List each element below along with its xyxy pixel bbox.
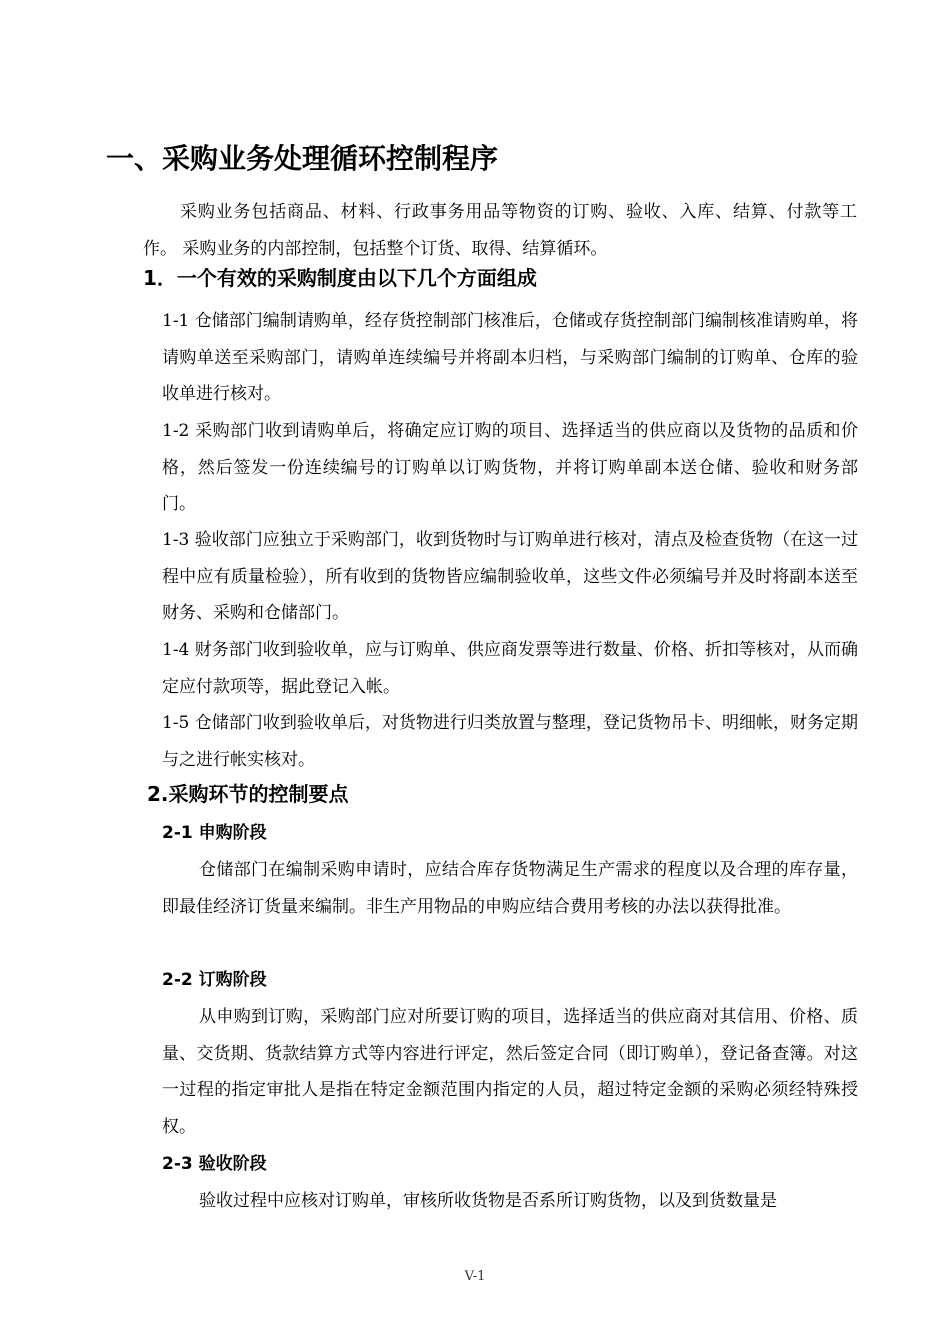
subsection-2-1-heading: 2-1 申购阶段 <box>162 823 267 843</box>
section-2-heading: 2.采购环节的控制要点 <box>147 782 349 806</box>
subsection-2-1-text: 仓储部门在编制采购申请时，应结合库存货物满足生产需求的程度以及合理的库存量，即最佳经济订货量来编制。非生产用物品的申购应结合费用考核的办法以获得批准。 <box>162 860 858 917</box>
section-1-item-3: 1-3 验收部门应独立于采购部门，收到货物时与订购单进行核对，清点及检查货物（在这一过程中应有质量检验），所有收到的货物皆应编制验收单，这些文件必须编号并及时将副本送至财务、采购和仓储部门。 <box>162 530 858 623</box>
section-1-item-4: 1-4 财务部门收到验收单，应与订购单、供应商发票等进行数量、价格、折扣等核对，从而确定应付款项等，据此登记入帐。 <box>162 640 858 697</box>
section-1-heading: 1．一个有效的采购制度由以下几个方面组成 <box>143 266 537 290</box>
subsection-2-2-heading: 2-2 订购阶段 <box>162 970 267 990</box>
intro-paragraph: 采购业务包括商品、材料、行政事务用品等物资的订购、验收、入库、结算、付款等工作。 采购业务的内部控制，包括整个订货、取得、结算循环。 <box>143 202 857 259</box>
page-title: 一、采购业务处理循环控制程序 <box>106 142 499 175</box>
subsection-2-2-text: 从申购到订购，采购部门应对所要订购的项目，选择适当的供应商对其信用、价格、质量、交货期、货款结算方式等内容进行评定，然后签定合同（即订购单），登记备查簿。对这一过程的指定审批人是指在特定金额范围内指定的人员，超过特定金额的采购必须经特殊授权。 <box>162 1007 858 1137</box>
section-1-item-5: 1-5 仓储部门收到验收单后，对货物进行归类放置与整理，登记货物吊卡、明细帐，财务定期与之进行帐实核对。 <box>162 713 858 770</box>
section-1-item-1: 1-1 仓储部门编制请购单，经存货控制部门核准后，仓储或存货控制部门编制核准请购单，将请购单送至采购部门，请购单连续编号并将副本归档，与采购部门编制的订购单、仓库的验收单进行核对。 <box>162 311 858 404</box>
page-number: V-1 <box>464 1269 486 1284</box>
subsection-2-3-text: 验收过程中应核对订购单，审核所收货物是否系所订购货物，以及到货数量是 <box>199 1191 777 1211</box>
section-1-item-2: 1-2 采购部门收到请购单后，将确定应订购的项目、选择适当的供应商以及货物的品质和价格，然后签发一份连续编号的订购单以订购货物，并将订购单副本送仓储、验收和财务部门。 <box>162 421 858 514</box>
subsection-2-3-heading: 2-3 验收阶段 <box>162 1154 267 1174</box>
